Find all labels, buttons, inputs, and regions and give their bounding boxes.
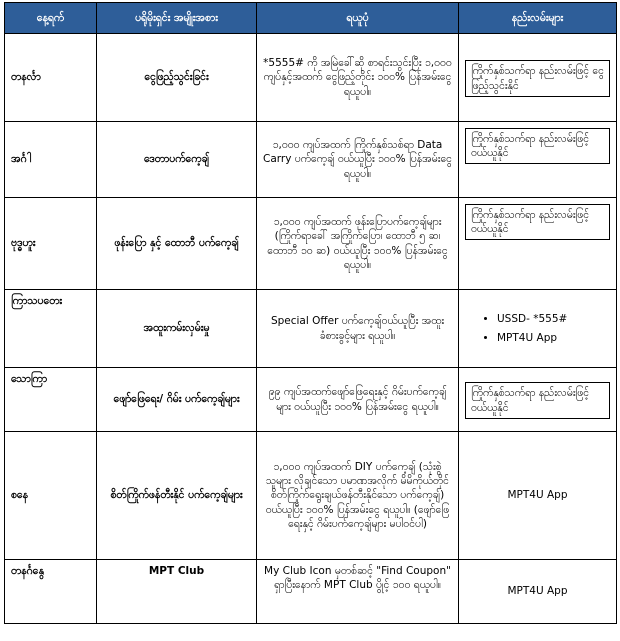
table-row [5,122,617,198]
table-row [5,198,617,290]
method-box: ကြိုက်နှစ်သက်ရာ နည်းလမ်းဖြင့် ဝယ်ယူနိုင် [465,204,610,240]
header-day: နေ့ရက် [5,3,97,34]
header-promotion-type: ပရိုမိုးရှင်း အမျိုးအစား [97,3,257,34]
description-cell: ၉၉ ကျပ်အထက်ဖျော်ဖြေရေးနှင့် ဂိမ်းပက်ကေ့ချ်များ ဝယ်ယူပြီး ၁၀၀% ပြန်အမ်းငွေ ရယူပါ။ [257,368,459,432]
header-methods: နည်းလမ်းများ [459,3,617,34]
description-cell: ၁,၀၀၀ ကျပ်အထက် DIY ပက်ကေ့ချ် (သုံးစွဲသူများ လိုချင်သော ပမာဏအလိုက် မိမိကိုယ်တိုင် စိတ်ကြိုက်ရွေးချယ်ဖန်တီးနိုင်သော ပက်ကေ့ချ်) ဝယ်ယူပြီး ၁၀၀% ပြန်အမ်းငွေ ရယူပါ။ (ဖျော်ဖြေရေးနှင့် ဂိမ်းပက်ကေ့ချ်များ မပါဝင်ပါ) [257,432,459,560]
offer-cell: MPT Club [97,560,257,624]
table-row [5,34,617,122]
description-cell: ၁,၀၀၀ ကျပ်အထက် ဖုန်းပြောပက်ကေ့ချ်များ (ကြိုက်ရာခေါ် အကြိုက်ပြော၊ ထောဘီ ၅ ဆ၊ ထောဘီ ၁၀ ဆ) ဝယ်ယူပြီး ၁၀၀% ပြန်အမ်းငွေ ရယူပါ။ [257,198,459,290]
offer-cell: ငွေဖြည့်သွင်းခြင်း [97,34,257,122]
day-cell: တနင်္ဂနွေ [5,560,97,624]
method-list-item: • USSD- *555# [497,312,610,326]
day-cell: စနေ [5,432,97,560]
header-row [5,3,617,34]
table-row [5,560,617,624]
method-box: ကြိုက်နှစ်သက်ရာ နည်းလမ်းဖြင့် ဝယ်ယူနိုင် [465,128,610,164]
offer-cell: စိတ်ကြိုက်ဖန်တီးနိုင် ပက်ကေ့ချ်များ [97,432,257,560]
promo-table [4,2,617,624]
offer-cell: ဒေတာပက်ကေ့ချ် [97,122,257,198]
promo-table-container [4,2,616,624]
method-cell: MPT4U App [459,432,617,560]
day-cell: ကြာသပတေး [5,290,97,368]
method-cell [459,122,617,198]
day-cell: ဗုဒ္ဓဟူး [5,198,97,290]
table-row [5,368,617,432]
description-cell: *5555# ကို အမြဲခေါ်ဆို စာရင်းသွင်းပြီး ၁,၀၀၀ ကျပ်နှင့်အထက် ငွေဖြည့်တိုင်း ၁၀၀% ပြန်အမ်းငွေ ရယူပါ။ [257,34,459,122]
description-cell: Special Offer ပက်ကေ့ချ်ဝယ်ယူပြီး အထူးခံစားခွင့်များ ရယူပါ။ [257,290,459,368]
day-cell: တနင်္လာ [5,34,97,122]
day-cell: သောကြာ [5,368,97,432]
method-box: ကြိုက်နှစ်သက်ရာ နည်းလမ်းဖြင့် ဝယ်ယူနိုင် [465,382,610,418]
offer-cell: အထူးကမ်းလှမ်းမှု [97,290,257,368]
day-cell: အင်္ဂါ [5,122,97,198]
method-cell [459,368,617,432]
description-cell: My Club Icon မှတစ်ဆင့် "Find Coupon" ရှာပြီးနောက် MPT Club ပွိုင့် ၁၀၀ ရယူပါ။ [257,560,459,624]
offer-cell: ဖျော်ဖြေရေး/ ဂိမ်း ပက်ကေ့ချ်များ [97,368,257,432]
method-cell [459,34,617,122]
method-box: ကြိုက်နှစ်သက်ရာ နည်းလမ်းဖြင့် ငွေဖြည့်သွင်းနိုင် [465,60,610,96]
method-cell [459,198,617,290]
table-row [5,432,617,560]
header-how-to-get: ရယူပုံ [257,3,459,34]
description-cell: ၁,၀၀၀ ကျပ်အထက် ကြိုက်နှစ်သစ်ရာ Data Carry ပက်ကေ့ချ် ဝယ်ယူပြီး ၁၀၀% ပြန်အမ်းငွေ ရယူပါ။ [257,122,459,198]
method-cell [459,290,617,368]
method-list-item: • MPT4U App [497,331,610,345]
table-row [5,290,617,368]
method-list [465,312,610,344]
method-cell: MPT4U App [459,560,617,624]
offer-cell: ဖုန်းပြော နှင့် ထောဘီ ပက်ကေ့ချ် [97,198,257,290]
